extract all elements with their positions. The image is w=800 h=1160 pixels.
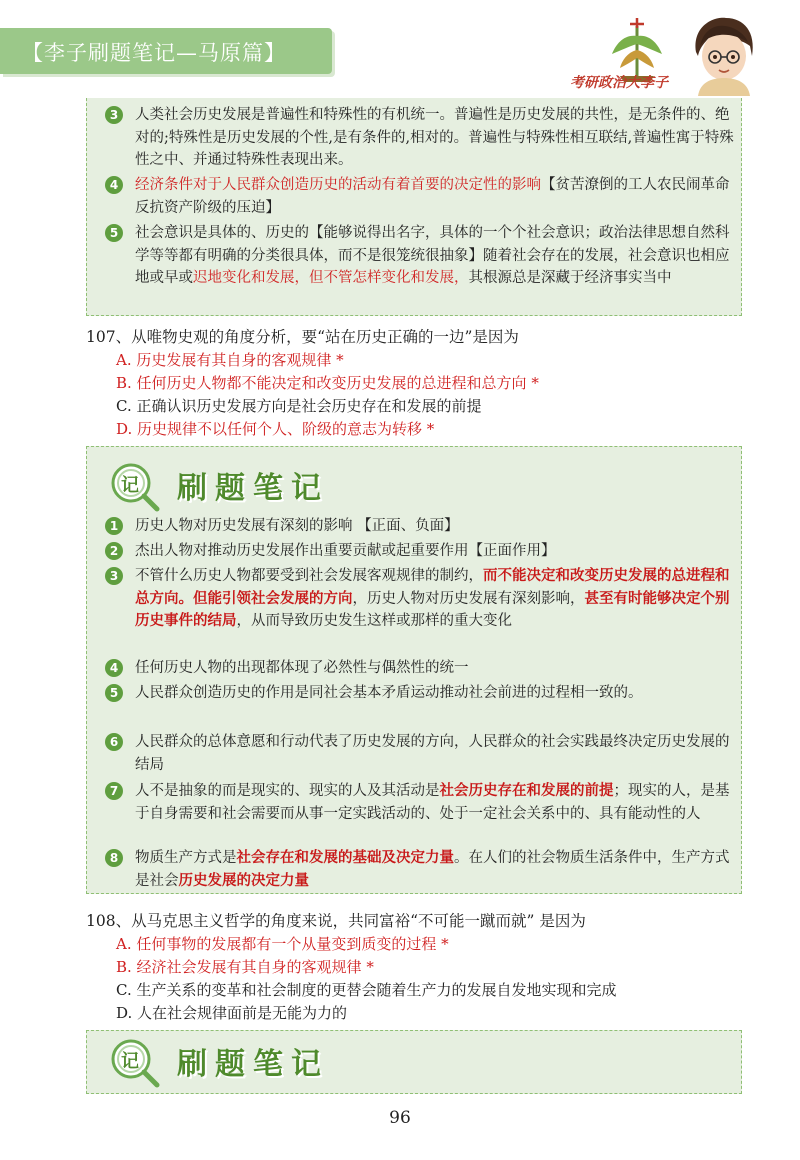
note-number: 2 bbox=[105, 542, 123, 560]
note-number: 8 bbox=[105, 849, 123, 867]
note-section-bottom bbox=[86, 1030, 742, 1094]
note-item bbox=[109, 174, 735, 219]
note-item bbox=[109, 540, 735, 563]
note-item bbox=[109, 222, 735, 290]
note-number: 7 bbox=[105, 782, 123, 800]
note-item bbox=[109, 565, 735, 633]
option-c: C. 正确认识历史发展方向是社会历史存在和发展的前提 bbox=[116, 397, 482, 415]
note-item bbox=[109, 682, 735, 705]
logo-text: 考研政治大李子 bbox=[570, 75, 668, 91]
question-stem: 108、从马克思主义哲学的角度来说，共同富裕“不可能一蹴而就” 是因为 bbox=[86, 912, 586, 930]
page-number: 96 bbox=[389, 1108, 411, 1128]
note-text: 人类社会历史发展是普遍性和特殊性的有机统一。普遍性是历史发展的共性，是无条件的、绝对的;特殊性是历史发展的个性,是有条件的,相对的。普遍性与特殊性相互联结,普遍性寓于特殊性之中、并通过特殊性表现出来。 bbox=[135, 107, 734, 168]
note-text: 人民群众的总体意愿和行动代表了历史发展的方向，人民群众的社会实践最终决定历史发展的结局 bbox=[135, 734, 730, 773]
option-b: B. 任何历史人物都不能决定和改变历史发展的总进程和总方向 * bbox=[116, 374, 539, 392]
option-a: A. 任何事物的发展都有一个从量变到质变的过程 * bbox=[116, 935, 449, 953]
note-number: 5 bbox=[105, 684, 123, 702]
option-d: D. 历史规律不以任何个人、阶级的意志为转移 * bbox=[116, 420, 435, 438]
note-item bbox=[109, 657, 735, 680]
note-number: 3 bbox=[105, 106, 123, 124]
note-header bbox=[105, 457, 365, 517]
note-number: 6 bbox=[105, 733, 123, 751]
note-number: 4 bbox=[105, 659, 123, 677]
question-108 bbox=[86, 910, 746, 1025]
option-b: B. 经济社会发展有其自身的客观规律 * bbox=[116, 958, 374, 976]
option-c: C. 生产关系的变革和社会制度的更替会随着生产力的发展自发地实现和完成 bbox=[116, 981, 617, 999]
note-text: 历史人物对历史发展有深刻的影响 【正面、负面】 bbox=[135, 518, 459, 534]
note-section bbox=[86, 446, 742, 894]
note-number: 1 bbox=[105, 517, 123, 535]
note-icon-char: 记 bbox=[121, 475, 139, 496]
avatar bbox=[684, 12, 762, 96]
note-icon-char: 记 bbox=[121, 1051, 139, 1072]
note-number: 5 bbox=[105, 224, 123, 242]
note-number: 3 bbox=[105, 567, 123, 585]
note-text: 人不是抽象的而是现实的、现实的人及其活动是社会历史存在和发展的前提；现实的人，是基于自身需要和社会需要而从事一定实践活动的、处于一定社会关系中的、具有能动性的人 bbox=[135, 782, 730, 822]
question-stem: 107、从唯物史观的角度分析，要“站在历史正确的一边”是因为 bbox=[86, 328, 519, 346]
note-text: 杰出人物对推动历史发展作出重要贡献或起重要作用【正面作用】 bbox=[135, 543, 556, 559]
note-text: 人民群众创造历史的作用是同社会基本矛盾运动推动社会前进的过程相一致的。 bbox=[135, 685, 643, 701]
note-text: 不管什么历史人物都要受到社会发展客观规律的制约，而不能决定和改变历史发展的总进程和总方向。但能引领社会发展的方向，历史人物对历史发展有深刻影响，甚至有时能够决定个别历史事件的结局，从而导致历史发生这样或那样的重大变化 bbox=[135, 567, 730, 629]
note-text: 社会意识是具体的、历史的【能够说得出名字，具体的一个个社会意识；政治法律思想自然科学等等都有明确的分类很具体，而不是很笼统很抽象】随着社会存在的发展，社会意识也相应地或早或迟地变化和发展，但不管怎样变化和发展，其根源总是深藏于经济事实当中 bbox=[135, 225, 730, 286]
note-title: 刷题笔记 bbox=[177, 471, 329, 506]
note-number: 4 bbox=[105, 176, 123, 194]
header-banner bbox=[0, 28, 332, 74]
option-d: D. 人在社会规律面前是无能为力的 bbox=[116, 1004, 348, 1022]
option-a: A. 历史发展有其自身的客观规律 * bbox=[116, 351, 344, 369]
question-107 bbox=[86, 326, 746, 441]
note-item bbox=[109, 731, 735, 776]
note-item bbox=[109, 847, 735, 892]
note-item bbox=[109, 515, 735, 538]
note-text: 任何历史人物的出现都体现了必然性与偶然性的统一 bbox=[135, 660, 469, 676]
header-title: 【李子刷题笔记—马原篇】 bbox=[22, 41, 286, 65]
note-text: 物质生产方式是社会存在和发展的基础及决定力量。在人们的社会物质生活条件中，生产方式是社会历史发展的决定力量 bbox=[135, 849, 730, 889]
note-text: 经济条件对于人民群众创造历史的活动有着首要的决定性的影响【贫苦潦倒的工人农民闹革命反抗资产阶级的压迫】 bbox=[135, 177, 730, 216]
note-item bbox=[109, 780, 735, 825]
note-header bbox=[105, 1033, 365, 1093]
note-item bbox=[109, 104, 735, 172]
note-title: 刷题笔记 bbox=[177, 1047, 329, 1082]
note-box-continued bbox=[86, 98, 742, 316]
